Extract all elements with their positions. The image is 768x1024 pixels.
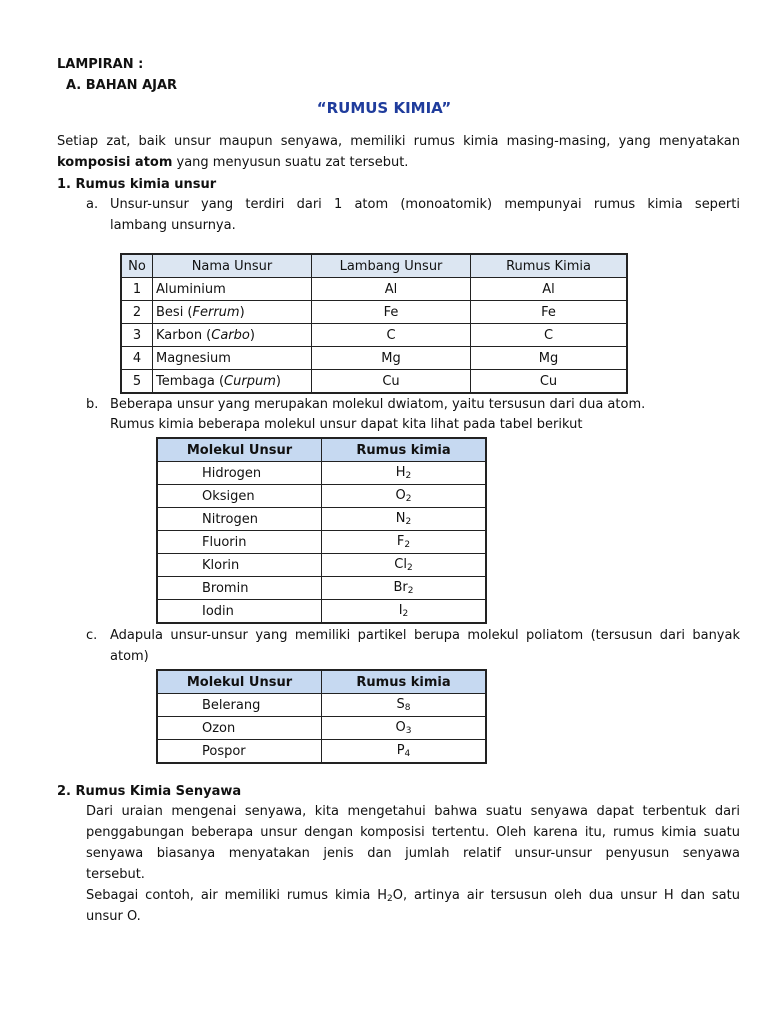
- cell-name: Fluorin: [157, 531, 322, 554]
- item-c-marker: c.: [86, 628, 98, 643]
- intro-line-2-rest: yang menyusun suatu zat tersebut.: [172, 155, 409, 170]
- cell-name: Aluminium: [153, 278, 312, 301]
- table-row: [121, 301, 627, 324]
- cell-symbol: Fe: [312, 301, 471, 324]
- item-a-line-2: lambang unsurnya.: [110, 218, 236, 233]
- cell-formula: $N_2$: [322, 508, 487, 531]
- table-row: [157, 485, 486, 508]
- header-rumus-kimia: Rumus kimia: [322, 438, 487, 462]
- lampiran-label: LAMPIRAN :: [57, 57, 144, 72]
- table-header-row: [121, 254, 627, 278]
- cell-symbol: Mg: [312, 347, 471, 370]
- cell-formula: Mg: [471, 347, 628, 370]
- section-2-line-2: penggabungan beberapa unsur dengan komposisi tertentu. Oleh karena itu, rumus kimia suatu: [86, 825, 740, 840]
- cell-no: 5: [121, 370, 153, 394]
- intro-bold-term: komposisi atom: [57, 155, 173, 170]
- item-b-line-2: Rumus kimia beberapa molekul unsur dapat kita lihat pada tabel berikut: [110, 417, 583, 432]
- cell-name: Tembaga (Curpum): [153, 370, 312, 394]
- header-rumus-kimia: Rumus kimia: [322, 670, 487, 694]
- cell-formula: $O_2$: [322, 485, 487, 508]
- diatomic-table: [156, 437, 487, 624]
- table-row: [157, 554, 486, 577]
- cell-name: Ozon: [157, 717, 322, 740]
- latin-name: Curpum: [224, 373, 276, 389]
- table-row: [157, 717, 486, 740]
- cell-name: Hidrogen: [157, 462, 322, 485]
- table-row: [157, 600, 486, 624]
- table-row: [157, 577, 486, 600]
- cell-formula: $S_8$: [322, 694, 487, 717]
- cell-name: Magnesium: [153, 347, 312, 370]
- cell-no: 4: [121, 347, 153, 370]
- cell-name: Nitrogen: [157, 508, 322, 531]
- cell-formula: Al: [471, 278, 628, 301]
- cell-symbol: Al: [312, 278, 471, 301]
- header-nama-unsur: Nama Unsur: [153, 254, 312, 278]
- cell-formula: C: [471, 324, 628, 347]
- table-header-row: [157, 670, 486, 694]
- polyatomic-table: [156, 669, 487, 764]
- table-row: [157, 740, 486, 764]
- item-c-line-1: Adapula unsur-unsur yang memiliki partikel berupa molekul poliatom (tersusun dari banyak: [110, 628, 740, 643]
- cell-formula: $F_2$: [322, 531, 487, 554]
- table-header-row: [157, 438, 486, 462]
- latin-name: Ferrum: [192, 304, 240, 320]
- cell-symbol: C: [312, 324, 471, 347]
- header-no: No: [121, 254, 153, 278]
- header-rumus-kimia: Rumus Kimia: [471, 254, 628, 278]
- table-row: [157, 508, 486, 531]
- cell-formula: $I_2$: [322, 600, 487, 624]
- section-2-line-6: unsur O.: [86, 909, 141, 924]
- cell-name: Karbon (Carbo): [153, 324, 312, 347]
- cell-name: Besi (Ferrum): [153, 301, 312, 324]
- cell-symbol: Cu: [312, 370, 471, 394]
- monoatomic-table: [120, 253, 628, 394]
- section-2-line-1: Dari uraian mengenai senyawa, kita mengetahui bahwa suatu senyawa dapat terbentuk dari: [86, 804, 740, 819]
- table-row: [121, 278, 627, 301]
- section-2-line-5: Sebagai contoh, air memiliki rumus kimia $H_2O$, artinya air tersusun oleh dua unsur H dan satu: [86, 888, 740, 904]
- header-molekul-unsur: Molekul Unsur: [157, 670, 322, 694]
- cell-name: Oksigen: [157, 485, 322, 508]
- cell-formula: Cu: [471, 370, 628, 394]
- cell-name: Bromin: [157, 577, 322, 600]
- cell-name: Klorin: [157, 554, 322, 577]
- section-2-line-4: tersebut.: [86, 867, 145, 882]
- table-row: [121, 347, 627, 370]
- latin-name: Carbo: [211, 327, 250, 343]
- page-title: “RUMUS KIMIA”: [316, 99, 452, 117]
- cell-no: 3: [121, 324, 153, 347]
- section-1-heading: 1. Rumus kimia unsur: [57, 177, 217, 192]
- cell-formula: Fe: [471, 301, 628, 324]
- cell-formula: $O_3$: [322, 717, 487, 740]
- cell-formula: $H_2$: [322, 462, 487, 485]
- table-row: [121, 324, 627, 347]
- table-row: [121, 370, 627, 394]
- item-c-line-2: atom): [110, 649, 149, 664]
- header-lambang-unsur: Lambang Unsur: [312, 254, 471, 278]
- item-b-line-1: Beberapa unsur yang merupakan molekul dwiatom, yaitu tersusun dari dua atom.: [110, 397, 646, 412]
- intro-line-1: Setiap zat, baik unsur maupun senyawa, memiliki rumus kimia masing-masing, yang menyatakan: [57, 134, 740, 149]
- item-a-line-1: Unsur-unsur yang terdiri dari 1 atom (monoatomik) mempunyai rumus kimia seperti: [110, 197, 740, 212]
- section-2-heading: 2. Rumus Kimia Senyawa: [57, 784, 242, 799]
- intro-line-2: [57, 155, 408, 170]
- cell-name: Pospor: [157, 740, 322, 764]
- item-b-marker: b.: [86, 397, 99, 412]
- table-row: [157, 694, 486, 717]
- cell-no: 2: [121, 301, 153, 324]
- cell-formula: $Cl_2$: [322, 554, 487, 577]
- cell-name: Iodin: [157, 600, 322, 624]
- cell-formula: $Br_2$: [322, 577, 487, 600]
- item-a-marker: a.: [86, 197, 99, 212]
- cell-name: Belerang: [157, 694, 322, 717]
- section-a-heading: A. BAHAN AJAR: [66, 78, 178, 93]
- table-row: [157, 462, 486, 485]
- header-molekul-unsur: Molekul Unsur: [157, 438, 322, 462]
- cell-formula: $P_4$: [322, 740, 487, 764]
- table-row: [157, 531, 486, 554]
- section-2-line-3: senyawa biasanya menyatakan jenis dan jumlah relatif unsur-unsur penyusun senyawa: [86, 846, 740, 861]
- cell-no: 1: [121, 278, 153, 301]
